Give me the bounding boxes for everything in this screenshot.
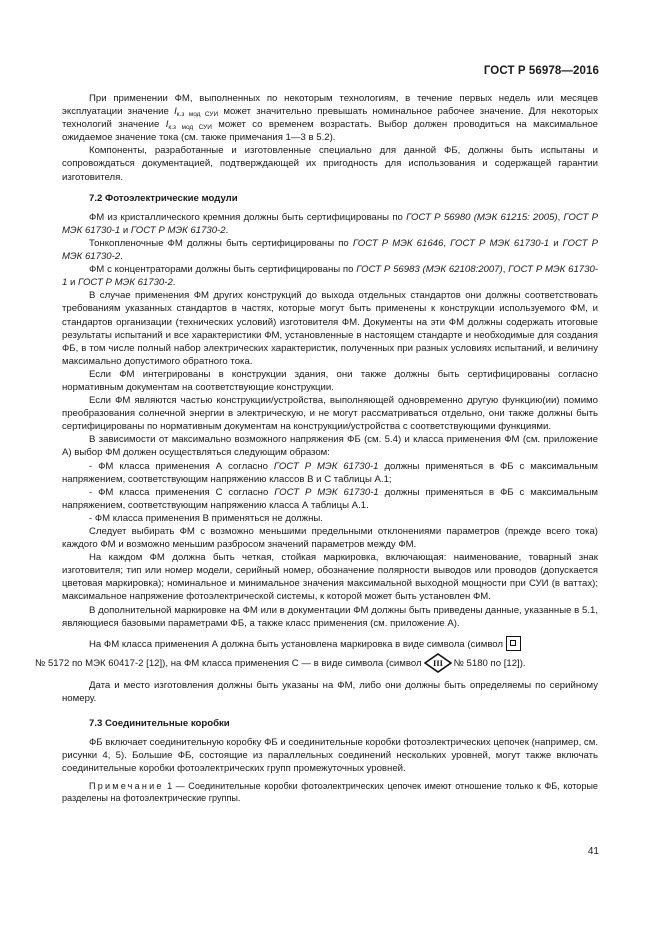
list-item: - ФМ класса применения А согласно ГОСТ Р МЭК 61730-1 должны применяться в ФБ с максимальным напряжением, соответствующим напряжению классов В и С таблицы А.1; (62, 460, 598, 485)
paragraph: В дополнительной маркировке на ФМ или в документации ФМ должны быть приведены данные, указанные в 5.1, являющиеся базовыми параметрами ФБ, а также класс применения (см. приложение А). (62, 604, 598, 629)
paragraph-symbols: На ФМ класса применения А должна быть установлена маркировка в виде символа (символ № 5172 по МЭК 60417-2 [12]), на ФМ класса применения С — в виде символа (символ III № 5180 по [12]). (62, 636, 598, 673)
paragraph: Тонкопленочные ФМ должны быть сертифицированы по ГОСТ Р МЭК 61646, ГОСТ Р МЭК 61730-1 и ГОСТ Р МЭК 61730-2. (62, 237, 598, 263)
double-insulation-symbol-icon (506, 636, 521, 651)
paragraph: Следует выбирать ФМ с возможно меньшими предельными отклонениями параметров (прежде всего тока) каждого ФМ и возможно меньшим разбросом значений параметров между ФМ. (62, 526, 598, 551)
section-heading: 7.2 Фотоэлектрические модули (89, 192, 238, 204)
note: Примечание 1 — Соединительные коробки фотоэлектрических цепочек имеют отношение только к ФБ, которые разделены на фотоэлектрические группы. (62, 781, 598, 804)
paragraph: Если ФМ являются частью конструкции/устройства, выполняющей одновременно другую функцию(ии) помимо преобразования солнечной энергии в электрическую, и не могут рассматриваться отдельно, они также должны быть сертифицированы по нормативным документам на конструкции/устройства с соответствующими функциями. (62, 395, 598, 433)
paragraph: ФМ с концентраторами должны быть сертифицированы по ГОСТ Р 56983 (МЭК 62108:2007), ГОСТ Р МЭК 61730-1 и ГОСТ Р МЭК 61730-2. (62, 264, 598, 289)
paragraph: Дата и место изготовления должны быть указаны на ФМ, либо они должны быть определяемы по серийному номеру. (62, 679, 598, 704)
svg-text:III: III (432, 657, 443, 668)
list-item: - ФМ класса применения В применяться не должны. (89, 512, 323, 524)
list-item: - ФМ класса применения С согласно ГОСТ Р МЭК 61730-1 должны применяться в ФБ с максимальным напряжением, соответствующим напряжению класса А таблицы А.1. (62, 486, 598, 511)
page-body (35, 92, 598, 804)
page-number: 41 (587, 846, 599, 857)
paragraph: Если ФМ интегрированы в конструкции здания, они также должны быть сертифицированы согласно нормативным документам на соответствующие конструкции. (62, 368, 598, 393)
document-header: ГОСТ Р 56978—2016 (483, 65, 599, 77)
paragraph: На каждом ФМ должна быть четкая, стойкая маркировка, включающая: наименование, товарный знак изготовителя; тип или номер модели, серийный номер, обозначение полярности выводов или проводов (допускается цветовая маркировка); номинальное и минимальное значения максимальной выходной мощности при СУИ (в ваттах); максимальное напряжение фотоэлектрической системы, к которой может быть установлен ФМ. (62, 552, 598, 603)
paragraph: ФБ включает соединительную коробку ФБ и соединительные коробки фотоэлектрических цепочек (например, см. рисунки 4, 5). Большие ФБ, состоящие из параллельных соединений нескольких уровней, могут также включать соединительные коробки фотоэлектрических групп промежуточных уровней. (62, 737, 598, 775)
section-heading: 7.3 Соединительные коробки (89, 717, 230, 729)
paragraph: Компоненты, разработанные и изготовленные специально для данной ФБ, должны быть испытаны и сопровождаться документацией, подтверждающей их пригодность для использования и содержащей гарантии изготовителя. (62, 145, 598, 183)
paragraph: В случае применения ФМ других конструкций до выхода отдельных стандартов они должны соответствовать требованиям указанных стандартов в частях, которые могут быть применены к конструкции используемого ФМ, и стандартов организации (технических условий) изготовителя ФМ. Документы на эти ФМ должны содержать итоговые результаты испытаний и все характеристики ФМ, установленные в настоящем стандарте и необходимые для создания ФБ, в том числе полный набор электрических характеристик, полученных при разных условиях испытаний, и величину максимально допустимого обратного тока. (62, 290, 598, 367)
paragraph: ФМ из кристаллического кремния должны быть сертифицированы по ГОСТ Р 56980 (МЭК 61215: 2005), ГОСТ Р МЭК 61730-1 и ГОСТ Р МЭК 61730-2. (62, 211, 598, 236)
paragraph: При применении ФМ, выполненных по некоторым технологиям, в течение первых недель или месяцев эксплуатации значение $I_{к.з мод СУИ}$ может значительно превышать номинальное рабочее значение. Для некоторых технологий значение $I_{к.з мод СУИ}$ может со временем возрастать. Выбор должен проводиться на максимальное ожидаемое значение тока (см. также примечания 1—3 в 5.2). (62, 93, 598, 144)
class-iii-symbol-icon (424, 653, 452, 673)
paragraph: В зависимости от максимально возможного напряжения ФБ (см. 5.4) и класса применения ФМ (см. приложение А) выбор ФМ должен осуществляться следующим образом: (62, 434, 598, 459)
